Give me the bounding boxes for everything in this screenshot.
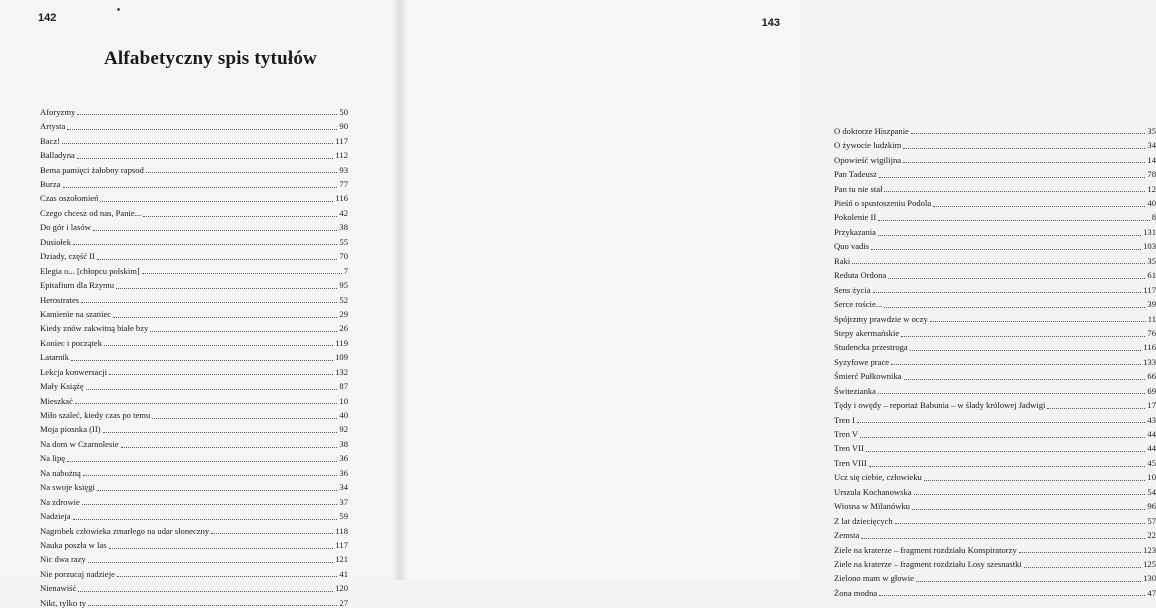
entry-page-number: 69 [1147,385,1156,396]
dot-leader [891,363,1141,365]
dot-leader [878,392,1145,394]
page-number-right: 143 [761,17,780,29]
entry-page-number: 26 [339,323,348,334]
left-page [0,0,400,608]
entry-page-number: 119 [335,337,348,348]
toc-entry [834,483,1156,497]
entry-title: Herostrates [40,294,80,305]
toc-entry [40,348,348,362]
entry-page-number: 66 [1147,371,1156,382]
toc-entry [834,165,1156,179]
dot-leader [869,465,1146,467]
toc-entry [834,223,1156,237]
dot-leader [71,359,333,361]
entry-page-number: 50 [339,106,348,117]
toc-entry [834,151,1156,165]
dot-leader [879,176,1145,178]
entry-page-number: 125 [1143,558,1156,569]
entry-page-number: 96 [1147,501,1156,512]
dot-leader [914,493,1146,495]
entry-page-number: 8 [1151,212,1156,223]
entry-title: Quo vadis [834,241,870,252]
toc-entry [40,522,348,536]
toc-entry [834,469,1156,483]
entry-page-number: 133 [1143,356,1156,367]
toc-entry [40,478,348,492]
entry-page-number: 11 [1147,313,1156,324]
toc-entry [40,305,348,319]
entry-page-number: 118 [335,525,348,536]
toc-entry [834,353,1156,367]
entry-page-number: 90 [339,121,348,132]
entry-page-number: 59 [339,511,348,522]
toc-entry [834,324,1156,338]
entry-title: Żona modna [834,587,878,598]
toc-entry [40,565,348,579]
toc-entry [834,425,1156,439]
page-title: Alfabetyczny spis tytułów [104,48,317,69]
dot-leader [83,474,338,476]
entry-title: Nikt, tylko ty [40,597,87,608]
entry-title: Raki [834,255,851,266]
toc-entry [834,454,1156,468]
entry-title: Aforyzmy [40,106,76,117]
dot-leader [104,344,333,346]
entry-page-number: 40 [339,410,348,421]
toc-entry [40,421,348,435]
dot-leader [113,316,337,318]
entry-title: Z lat dziecięcych [834,515,893,526]
dot-leader [109,373,333,375]
entry-page-number: 40 [1147,198,1156,209]
entry-page-number: 130 [1143,573,1156,584]
toc-entry [40,334,348,348]
entry-title: Moja piosnka (II) [40,424,101,435]
entry-title: Czas oszołomień [40,193,99,204]
dot-leader [1019,551,1141,553]
entry-page-number: 44 [1147,443,1156,454]
dot-leader [75,402,337,404]
entry-page-number: 52 [339,294,348,305]
entry-page-number: 12 [1147,183,1156,194]
toc-entry [40,464,348,478]
dot-leader [150,330,337,332]
toc-entry [40,536,348,550]
toc-entry [40,392,348,406]
toc-entry [834,541,1156,555]
toc-entry [40,175,348,189]
dot-leader [884,306,1145,308]
toc-entry [834,440,1156,454]
dot-leader [146,171,338,173]
entry-title: Wiosna w Milanówku [834,501,911,512]
entry-title: Epitafium dla Rzymu [40,280,114,291]
entry-title: Nic dwa razy [40,554,86,565]
dot-leader [879,594,1145,596]
entry-page-number: 55 [339,236,348,247]
entry-title: Mieszkać [40,395,73,406]
entry-page-number: 17 [1147,400,1156,411]
dot-leader [888,277,1145,279]
dot-leader [73,518,338,520]
entry-title: Sens życia [834,284,871,295]
entry-title: Stepy akermańskie [834,327,900,338]
entry-title: Nienawiść [40,583,77,594]
entry-page-number: 116 [1143,342,1156,353]
toc-entry [834,555,1156,569]
entry-page-number: 103 [1143,241,1156,252]
entry-page-number: 116 [335,193,348,204]
dot-leader [873,291,1142,293]
entry-page-number: 22 [1147,530,1156,541]
entry-page-number: 44 [1147,429,1156,440]
dot-leader [903,161,1145,163]
entry-title: Koniec i początek [40,337,103,348]
toc-entry [40,363,348,377]
entry-page-number: 34 [1147,140,1156,151]
dot-leader [1024,566,1141,568]
entry-title: Dziady, część II [40,251,96,262]
entry-page-number: 131 [1143,226,1156,237]
dot-leader [871,248,1141,250]
entry-title: Dusiołek [40,236,72,247]
entry-title: Śmierć Pułkownika [834,371,902,382]
entry-title: Zemsta [834,530,860,541]
dot-leader [88,604,337,606]
entry-page-number: 35 [1147,255,1156,266]
toc-entry [40,103,348,117]
toc-entry [834,295,1156,309]
toc-entry [834,339,1156,353]
dot-leader [933,205,1145,207]
dot-leader [86,388,338,390]
entry-page-number: 36 [339,453,348,464]
toc-entry [40,190,348,204]
toc-entry [40,377,348,391]
toc-entry [40,291,348,305]
entry-title: Tren VIII [834,457,867,468]
toc-entry [834,266,1156,280]
toc-entry [834,411,1156,425]
entry-title: Mały Książę [40,381,84,392]
entry-page-number: 70 [339,251,348,262]
entry-title: Nie porzucaj nadzieje [40,568,115,579]
entry-page-number: 10 [339,395,348,406]
entry-page-number: 42 [339,207,348,218]
entry-page-number: 27 [339,597,348,608]
book-gutter [392,0,408,580]
entry-title: Miło szaleć, kiedy czas po temu [40,410,151,421]
toc-entry [834,584,1156,598]
dot-leader [911,132,1145,134]
entry-title: Opowieść wigilijna [834,154,902,165]
dot-leader [103,431,338,433]
entry-title: Ziele na kraterze – fragment rozdziału Losy szesnastki [834,558,1022,569]
entry-page-number: 10 [1147,472,1156,483]
entry-page-number: 95 [339,280,348,291]
entry-title: Bema pamięci żałobny rapsod [40,164,144,175]
dot-leader [93,229,338,231]
toc-entry [40,450,348,464]
entry-page-number: 78 [1147,169,1156,180]
toc-entry [834,136,1156,150]
entry-page-number: 57 [1147,515,1156,526]
entry-page-number: 61 [1147,270,1156,281]
entry-title: Pokolenie II [834,212,877,223]
dot-leader [97,489,338,491]
dot-leader [117,575,337,577]
entry-page-number: 39 [1147,299,1156,310]
entry-page-number: 29 [339,308,348,319]
toc-entry [40,594,348,608]
dot-leader [77,157,334,159]
entry-title: O doktorze Hiszpanie [834,125,909,136]
toc-entry [40,117,348,131]
print-speck [117,8,120,11]
entry-title: Lekcja konwersacji [40,366,108,377]
dot-leader [67,460,337,462]
entry-title: Ziele na kraterze – fragment rozdziału Konspiratorzy [834,544,1017,555]
entry-page-number: 36 [339,467,348,478]
entry-title: Tędy i owędy – reportaż Babunia – w ślady królowej Jadwigi [834,400,1046,411]
entry-page-number: 92 [339,424,348,435]
entry-page-number: 112 [335,150,348,161]
entry-page-number: 35 [1147,125,1156,136]
entry-page-number: 54 [1147,486,1156,497]
entry-page-number: 41 [339,568,348,579]
dot-leader [67,128,337,130]
entry-title: Ucz się ciebie, człowieku [834,472,922,483]
dot-leader [77,113,337,115]
entry-title: Zielono mam w głowie [834,573,914,584]
dot-leader [904,378,1146,380]
entry-title: Tren I [834,414,855,425]
toc-entry [40,435,348,449]
entry-title: Reduta Ordona [834,270,887,281]
dot-leader [62,142,333,144]
dot-leader [81,301,337,303]
entry-page-number: 132 [335,366,348,377]
toc-entry [834,570,1156,584]
entry-page-number: 93 [339,164,348,175]
entry-title: Serce roście... [834,299,883,310]
toc-list-right [834,122,1156,598]
dot-leader [211,532,333,534]
toc-entry [40,219,348,233]
dot-leader [852,262,1145,264]
entry-title: Artysta [40,121,66,132]
entry-page-number: 7 [343,265,348,276]
dot-leader [121,446,338,448]
toc-entry [40,276,348,290]
entry-page-number: 14 [1147,154,1156,165]
dot-leader [109,547,334,549]
entry-title: Tren V [834,429,859,440]
dot-leader [901,335,1145,337]
dot-leader [142,272,342,274]
entry-page-number: 87 [339,381,348,392]
entry-title: Nauka poszła w las [40,539,107,550]
toc-entry [834,194,1156,208]
dot-leader [97,258,337,260]
toc-list-left [40,103,348,608]
entry-title: Syzyfowe prace [834,356,890,367]
entry-title: Na swoje księgi [40,482,95,493]
toc-entry [834,382,1156,396]
entry-title: Balladyna [40,150,75,161]
dot-leader [152,417,337,419]
dot-leader [924,479,1146,481]
entry-page-number: 34 [339,482,348,493]
dot-leader [88,561,333,563]
entry-title: Burza [40,179,61,190]
entry-page-number: 120 [335,583,348,594]
toc-entry [40,161,348,175]
toc-entry [40,493,348,507]
entry-title: Tren VII [834,443,864,454]
toc-entry [40,132,348,146]
dot-leader [895,522,1146,524]
dot-leader [910,349,1142,351]
toc-entry [834,512,1156,526]
dot-leader [857,421,1145,423]
dot-leader [860,436,1145,438]
toc-entry [40,551,348,565]
toc-entry [40,146,348,160]
toc-entry [40,204,348,218]
entry-page-number: 123 [1143,544,1156,555]
dot-leader [63,186,338,188]
entry-page-number: 117 [335,135,348,146]
entry-title: Świtezianka [834,385,876,396]
toc-entry [834,122,1156,136]
entry-title: Elegia o... [chłopcu polskim] [40,265,140,276]
entry-title: Na nabożną [40,467,81,478]
entry-title: Na zdrowie [40,496,80,507]
entry-title: Latarnik [40,352,70,363]
toc-entry [834,252,1156,266]
entry-title: Bacz! [40,135,61,146]
entry-title: Studencka przestroga [834,342,908,353]
dot-leader [878,219,1149,221]
entry-page-number: 45 [1147,457,1156,468]
entry-title: Pan tu nie stał [834,183,883,194]
toc-entry [834,310,1156,324]
dot-leader [866,450,1146,452]
entry-page-number: 37 [339,496,348,507]
toc-entry [834,497,1156,511]
toc-entry [834,526,1156,540]
entry-page-number: 121 [335,554,348,565]
entry-title: Nadzieja [40,511,71,522]
right-page [400,0,1156,598]
entry-title: Nagrobek człowieka zmarłego na udar słoneczny [40,525,210,536]
dot-leader [884,190,1145,192]
entry-title: Spójrzmy prawdzie w oczy [834,313,928,324]
entry-title: Czego chcesz od nas, Panie... [40,207,142,218]
dot-leader [912,508,1145,510]
toc-entry [834,396,1156,410]
dot-leader [82,503,338,505]
entry-page-number: 76 [1147,327,1156,338]
dot-leader [1047,407,1145,409]
toc-entry [40,262,348,276]
entry-title: Pieśń o spustoszeniu Podola [834,198,932,209]
toc-entry [834,209,1156,223]
entry-title: O żywocie ludzkim [834,140,902,151]
dot-leader [916,580,1141,582]
toc-entry [40,247,348,261]
toc-entry [834,180,1156,194]
dot-leader [143,215,337,217]
entry-title: Do gór i lasów [40,222,91,233]
entry-page-number: 117 [1143,284,1156,295]
entry-page-number: 43 [1147,414,1156,425]
entry-page-number: 38 [339,438,348,449]
entry-title: Kamienie na szaniec [40,308,112,319]
entry-page-number: 109 [335,352,348,363]
entry-title: Na lipę [40,453,66,464]
entry-page-number: 77 [339,179,348,190]
toc-entry [834,367,1156,381]
toc-entry [834,281,1156,295]
dot-leader [116,287,337,289]
toc-entry [40,233,348,247]
dot-leader [930,320,1146,322]
entry-title: Przykazania [834,226,876,237]
dot-leader [903,147,1145,149]
dot-leader [78,590,333,592]
toc-entry [40,406,348,420]
dot-leader [100,200,333,202]
entry-page-number: 38 [339,222,348,233]
dot-leader [878,234,1141,236]
entry-page-number: 117 [335,539,348,550]
entry-title: Na dom w Czarnolesie [40,438,119,449]
entry-page-number: 47 [1147,587,1156,598]
entry-title: Kiedy znów zakwitną białe bzy [40,323,149,334]
toc-entry [834,238,1156,252]
page-number-left: 142 [38,12,57,24]
dot-leader [861,537,1145,539]
toc-entry [40,507,348,521]
entry-title: Pan Tadeusz [834,169,877,180]
entry-title: Urszula Kochanowska [834,486,912,497]
dot-leader [73,243,337,245]
toc-entry [40,579,348,593]
toc-entry [40,320,348,334]
